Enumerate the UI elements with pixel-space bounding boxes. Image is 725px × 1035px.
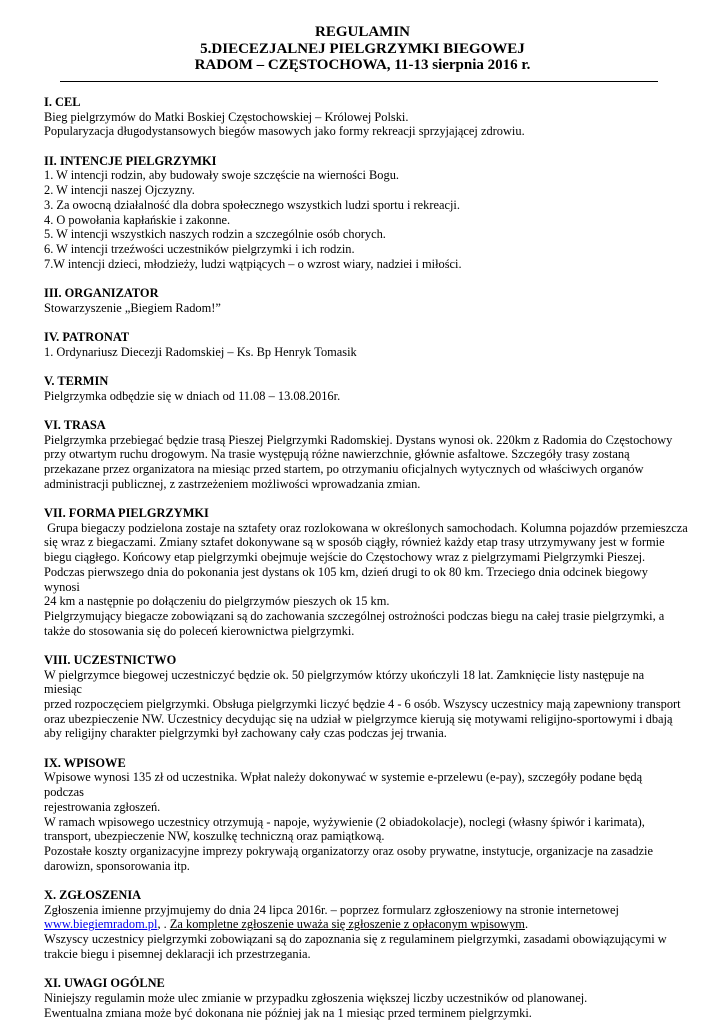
- section-heading: V. TERMIN: [44, 373, 109, 388]
- text-line: Stowarzyszenie „Biegiem Radom!”: [44, 300, 221, 315]
- text-line: transport, ubezpieczenie NW, koszulkę techniczną oraz pamiątkową.: [44, 829, 385, 844]
- title-line-1: REGULAMIN: [314, 24, 410, 40]
- document-title: [0, 24, 725, 74]
- text-line: rejestrowania zgłoszeń.: [44, 799, 161, 814]
- title-line-3: RADOM – CZĘSTOCHOWA, 11-13 sierpnia 2016 r.: [194, 57, 531, 73]
- list-item: 5. W intencji wszystkich naszych rodzin a szczególnie osób chorych.: [44, 227, 386, 242]
- section-heading: II. INTENCJE PIELGRZYMKI: [44, 153, 217, 168]
- text-line: administracji publicznej, z zastrzeżeniem możliwości wprowadzania zmian.: [44, 476, 421, 491]
- section-heading: VI. TRASA: [44, 417, 106, 432]
- text-line: 1. Ordynariusz Diecezji Radomskiej – Ks. Bp Henryk Tomasik: [44, 344, 357, 359]
- section-heading: X. ZGŁOSZENIA: [44, 887, 142, 902]
- section-heading: IV. PATRONAT: [44, 329, 130, 344]
- document-body: [44, 95, 688, 1035]
- text-line: Pielgrzymka odbędzie się w dniach od 11.08 – 13.08.2016r.: [44, 388, 341, 403]
- text-line: 24 km a następnie po dołączeniu do pielgrzymów pieszych ok 15 km.: [44, 594, 390, 609]
- underlined-note: Za kompletne zgłoszenie uważa się zgłoszenie z opłaconym wpisowym: [169, 917, 525, 932]
- list-item: 1. W intencji rodzin, aby budowały swoje szczęście na wierności Bogu.: [44, 168, 399, 183]
- list-item: 6. W intencji trzeźwości uczestników pielgrzymki i ich rodzin.: [44, 241, 355, 256]
- text-line: Podczas pierwszego dnia do pokonania jest dystans ok 105 km, dzień drugi to ok 80 km. Trzeciego dnia odcinek biegowy wynosi: [44, 564, 648, 594]
- text-line: Bieg pielgrzymów do Matki Boskiej Częstochowskiej – Królowej Polski.: [44, 109, 409, 124]
- title-line-2: 5.DIECEZJALNEJ PIELGRZYMKI BIEGOWEJ: [200, 40, 525, 57]
- text-line: także do stosowania się do poleceń kierownictwa pielgrzymki.: [44, 623, 355, 638]
- list-item: 3. Za owocną działalność dla dobra społecznego wszystkich ludzi sportu i rekreacji.: [44, 197, 460, 212]
- website-link[interactable]: www.biegiemradom.pl: [44, 917, 158, 932]
- text-line: się wraz z biegaczami. Zmiany sztafet dokonywane są w sposób ciągły, również każdy etap trasy utrzymywany jest w formie: [44, 535, 665, 550]
- text-line: Pielgrzymka przebiegać będzie trasą Pieszej Pielgrzymki Radomskiej. Dystans wynosi ok. 220km z Radomia do Częstochowy: [44, 432, 673, 447]
- text-line: Grupa biegaczy podzielona zostaje na sztafety oraz rozlokowana w określonych samochodach. Kolumna pojazdów przemieszcza: [44, 520, 688, 535]
- section-zgloszenia: [44, 888, 684, 962]
- text-line: przy otwartym ruchu drogowym. Na trasie występują różne nawierzchnie, głównie asfaltowe. Szczegóły trasy zostaną: [44, 447, 630, 462]
- list-item: 2. W intencji naszej Ojczyzny.: [44, 183, 195, 198]
- line-end: .: [524, 917, 529, 932]
- text-line: Wpisowe wynosi 135 zł od uczestnika. Wpłat należy dokonywać w systemie e-przelewu (e-pay), szczegóły podane będą podczas: [44, 770, 643, 800]
- text-line: Zgłoszenia imienne przyjmujemy do dnia 24 lipca 2016r. – poprzez formularz zgłoszeniowy na stronie internetowej: [44, 902, 619, 917]
- text-line: darowizn, sponsorowania itp.: [44, 858, 190, 873]
- section-patronat: [44, 330, 684, 359]
- text-line: Wszyscy uczestnicy pielgrzymki zobowiązani są do zapoznania się z regulaminem pielgrzymki, zasadami obowiązującymi w: [44, 932, 667, 947]
- text-line: Ewentualna zmiana może być dokonana nie później jak na 1 miesiąc przed terminem pielgrzymki.: [44, 1005, 532, 1020]
- section-uczestnictwo: [44, 653, 684, 741]
- section-heading: I. CEL: [44, 95, 81, 109]
- section-heading: IX. WPISOWE: [44, 755, 126, 770]
- section-heading: III. ORGANIZATOR: [44, 285, 159, 300]
- text-line: Niniejszy regulamin może ulec zmianie w przypadku zgłoszenia większej liczby uczestników od planowanej.: [44, 990, 588, 1005]
- section-termin: [44, 374, 684, 403]
- text-line: oraz ubezpieczenie NW. Uczestnicy decydując się na udział w pielgrzymce kierują się motywami religijno-sportowymi i dbają: [44, 711, 673, 726]
- section-trasa: [44, 418, 684, 492]
- text-line: Pielgrzymujący biegacze zobowiązani są do zachowania szczególnej ostrożności podczas biegu na całej trasie pielgrzymki, a: [44, 608, 665, 623]
- section-wpisowe: [44, 756, 684, 874]
- text-line: W pielgrzymce biegowej uczestniczyć będzie ok. 50 pielgrzymów którzy ukończyli 18 lat. Zamknięcie listy następuje na miesiąc: [44, 667, 645, 697]
- section-forma: [44, 506, 688, 638]
- title-divider: [60, 81, 658, 82]
- text-line: aby religijny charakter pielgrzymki był zachowany cały czas podczas jej trwania.: [44, 726, 447, 741]
- text-line: przekazane przez organizatora na miesiąc przed startem, po otrzymaniu oficjalnych wytycznych od właściwych organów: [44, 462, 644, 477]
- section-organizator: [44, 286, 684, 315]
- section-heading: XI. UWAGI OGÓLNE: [44, 976, 165, 991]
- text-line: Popularyzacja długodystansowych biegów masowych jako formy rekreacji sprzyjającej zdrowiu.: [44, 124, 525, 139]
- separator-text: , .: [157, 917, 170, 932]
- list-item: 7.W intencji dzieci, młodzieży, ludzi wątpiących – o wzrost wiary, nadziei i miłości.: [44, 256, 462, 271]
- text-line: Pozostałe koszty organizacyjne imprezy pokrywają organizatorzy oraz osoby prywatne, instytucje, organizacje na zasadzie: [44, 843, 653, 858]
- section-heading: VIII. UCZESTNICTWO: [44, 652, 177, 667]
- section-heading: VII. FORMA PIELGRZYMKI: [44, 506, 209, 521]
- text-line: trakcie biegu i pisemnej deklaracji ich przestrzegania.: [44, 946, 311, 961]
- text-line: biegu ciągłego. Końcowy etap pielgrzymki obejmuje wejście do Częstochowy wraz z pielgrzymami Pielgrzymki Pieszej.: [44, 550, 646, 565]
- section-cel: [44, 95, 684, 139]
- text-line: przed rozpoczęciem pielgrzymki. Obsługa pielgrzymki liczyć będzie 4 - 6 osób. Wszyscy uczestnicy mają zapewniony transport: [44, 697, 681, 712]
- section-uwagi: [44, 976, 684, 1020]
- text-line: W ramach wpisowego uczestnicy otrzymują - napoje, wyżywienie (2 obiadokolacje), noclegi (własny śpiwór i karimata),: [44, 814, 645, 829]
- text-line-with-link: [44, 917, 684, 932]
- list-item: 4. O powołania kapłańskie i zakonne.: [44, 212, 231, 227]
- section-intencje: [44, 154, 684, 272]
